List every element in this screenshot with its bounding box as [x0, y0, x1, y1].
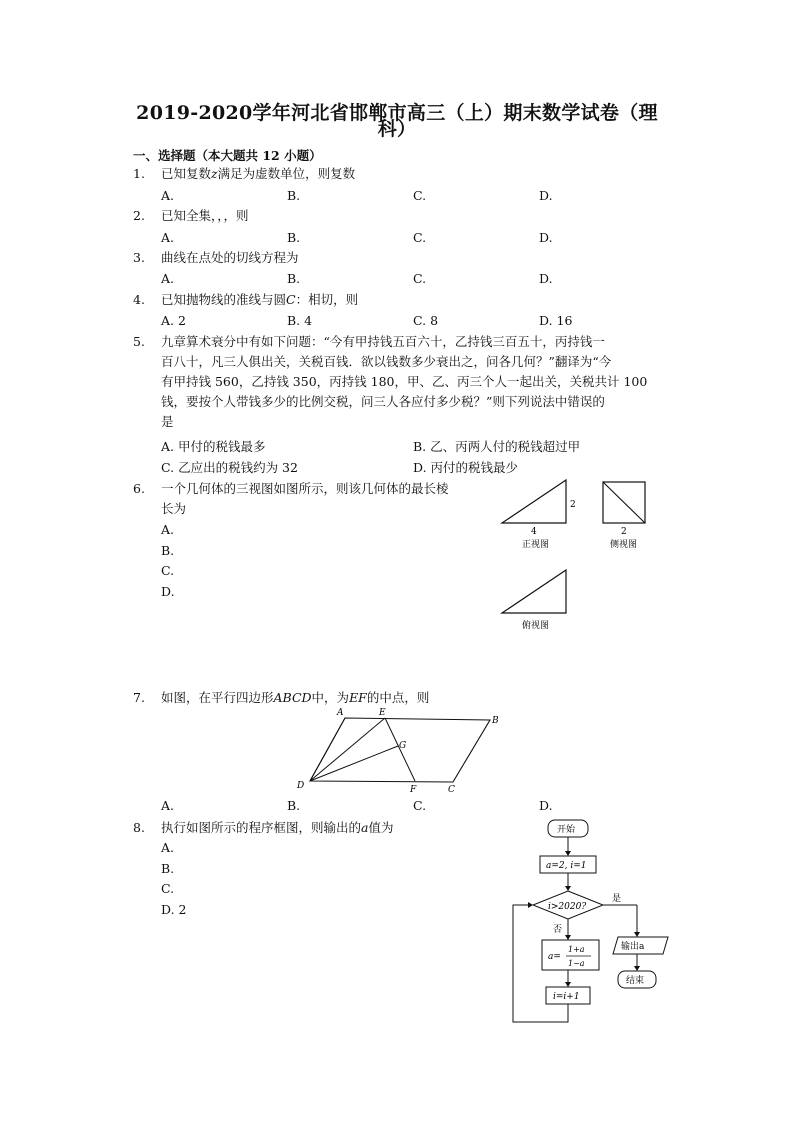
- section-heading: 一、选择题（本大题共 12 小题）: [133, 148, 322, 163]
- q7-option-a[interactable]: A.: [161, 798, 175, 813]
- q3-option-c[interactable]: C.: [413, 271, 427, 286]
- page-title: 2019-2020学年河北省邯郸市高三（上）期末数学试卷（理: [136, 102, 658, 124]
- q1-option-b[interactable]: B.: [287, 188, 301, 203]
- page-title-continued: 科）: [377, 118, 417, 140]
- top-view-triangle: [502, 570, 566, 613]
- flow-assign-lhs: a=: [548, 952, 561, 962]
- flow-arrowhead-loop: [528, 902, 533, 908]
- point-d-label: D: [297, 781, 305, 791]
- q6-option-c[interactable]: C.: [161, 563, 175, 578]
- q8-option-b[interactable]: B.: [161, 861, 175, 876]
- three-view-figure: [490, 475, 690, 640]
- q8-option-d[interactable]: D. 2: [161, 902, 187, 917]
- q3-option-d[interactable]: D.: [539, 271, 553, 286]
- q2-stem: 已知全集，，，则: [161, 208, 249, 223]
- q6-option-b[interactable]: B.: [161, 543, 175, 558]
- flow-condition-text: i>2020?: [548, 902, 587, 912]
- q8-number: 8.: [133, 820, 145, 835]
- flow-assign-numerator: 1+a: [568, 945, 585, 954]
- q2-option-d[interactable]: D.: [539, 230, 553, 245]
- flow-output-text: 输出a: [621, 942, 645, 952]
- point-g-label: G: [399, 741, 407, 751]
- flow-arrowhead-3: [565, 982, 571, 987]
- q1-stem: 已知复数z满足为虚数单位，则复数: [161, 166, 356, 181]
- side-view-diagonal: [603, 482, 645, 523]
- q7-option-c[interactable]: C.: [413, 798, 427, 813]
- q8-option-c[interactable]: C.: [161, 881, 175, 896]
- side-view-width-label: 2: [621, 527, 627, 537]
- q7-stem: 如图，在平行四边形ABCD中，为EF的中点，则: [161, 690, 430, 705]
- flow-arrowhead-end: [634, 966, 640, 971]
- q1-option-d[interactable]: D.: [539, 188, 553, 203]
- q5-option-c[interactable]: C. 乙应出的税钱约为 32: [161, 460, 298, 475]
- top-view-label: 俯视图: [522, 621, 550, 631]
- front-view-height-label: 2: [570, 500, 576, 510]
- flow-assign-denominator: 1−a: [568, 959, 585, 968]
- q2-option-c[interactable]: C.: [413, 230, 427, 245]
- q7-option-b[interactable]: B.: [287, 798, 301, 813]
- flowchart-figure: [505, 815, 685, 1030]
- flow-yes-label: 是: [612, 894, 622, 904]
- segment-de: [310, 718, 385, 781]
- q4-stem: 已知抛物线的准线与圆C：相切，则: [161, 292, 359, 307]
- q4-number: 4.: [133, 292, 145, 307]
- q8-stem: 执行如图所示的程序框图，则输出的a值为: [161, 820, 394, 835]
- point-f-label: F: [410, 785, 417, 795]
- q2-option-b[interactable]: B.: [287, 230, 301, 245]
- point-b-label: B: [492, 716, 499, 726]
- q6-option-d[interactable]: D.: [161, 584, 175, 599]
- flow-arrowhead-no: [565, 935, 571, 940]
- q3-option-b[interactable]: B.: [287, 271, 301, 286]
- q2-number: 2.: [133, 208, 145, 223]
- side-view-label: 侧视图: [610, 540, 638, 550]
- front-view-triangle: [502, 480, 566, 523]
- front-view-width-label: 4: [531, 527, 537, 537]
- q5-number: 5.: [133, 334, 145, 349]
- point-c-label: C: [448, 785, 455, 795]
- q6-number: 6.: [133, 481, 145, 496]
- q7-number: 7.: [133, 690, 145, 705]
- q5-option-d[interactable]: D. 丙付的税钱最少: [413, 460, 519, 475]
- flow-start-text: 开始: [557, 825, 576, 835]
- q5-stem: 九章算术衰分中有如下问题：“今有甲持钱五百六十，乙持钱三百五十，丙持钱一 百八十，凡三人俱出关，关税百钱．欲以钱数多少衰出之，问各几何？”翻译为“今 有甲持钱 560，乙持钱 350，丙持钱 180，甲、乙、丙三个人一起出关，关税共计 100 钱，要按个人带钱多少的比例交税，问三人各应付多少税？”则下列说法中错误的 是: [161, 334, 648, 429]
- q1-option-c[interactable]: C.: [413, 188, 427, 203]
- segment-da: [310, 718, 345, 781]
- q7-option-d[interactable]: D.: [539, 798, 553, 813]
- flow-arrowhead-2: [565, 886, 571, 891]
- point-e-label: E: [379, 708, 386, 718]
- front-view-label: 正视图: [522, 540, 550, 550]
- flow-init-text: a=2, i=1: [546, 861, 587, 871]
- q6-stem: 一个几何体的三视图如图所示，则该几何体的最长棱 长为: [161, 481, 449, 516]
- flow-end-text: 结束: [626, 976, 645, 986]
- q4-option-d[interactable]: D. 16: [539, 313, 573, 328]
- q6-option-a[interactable]: A.: [161, 522, 175, 537]
- q8-option-a[interactable]: A.: [161, 840, 175, 855]
- flow-no-label: 否: [553, 925, 563, 935]
- q5-option-b[interactable]: B. 乙、丙两人付的税钱超过甲: [413, 439, 581, 454]
- q1-option-a[interactable]: A.: [161, 188, 175, 203]
- segment-dg: [310, 746, 398, 781]
- point-a-label: A: [337, 708, 344, 718]
- q5-option-a[interactable]: A. 甲付的税钱最多: [161, 439, 266, 454]
- q4-option-c[interactable]: C. 8: [413, 313, 439, 328]
- q4-option-b[interactable]: B. 4: [287, 313, 313, 328]
- q3-option-a[interactable]: A.: [161, 271, 175, 286]
- q3-stem: 曲线在点处的切线方程为: [161, 250, 299, 265]
- flow-arrowhead-yes: [634, 932, 640, 937]
- flow-arrowhead-1: [565, 851, 571, 856]
- q1-number: 1.: [133, 166, 145, 181]
- q3-number: 3.: [133, 250, 145, 265]
- parallelogram-figure: [290, 704, 510, 796]
- q4-option-a[interactable]: A. 2: [161, 313, 186, 328]
- flow-increment-text: i=i+1: [553, 992, 580, 1002]
- q2-option-a[interactable]: A.: [161, 230, 175, 245]
